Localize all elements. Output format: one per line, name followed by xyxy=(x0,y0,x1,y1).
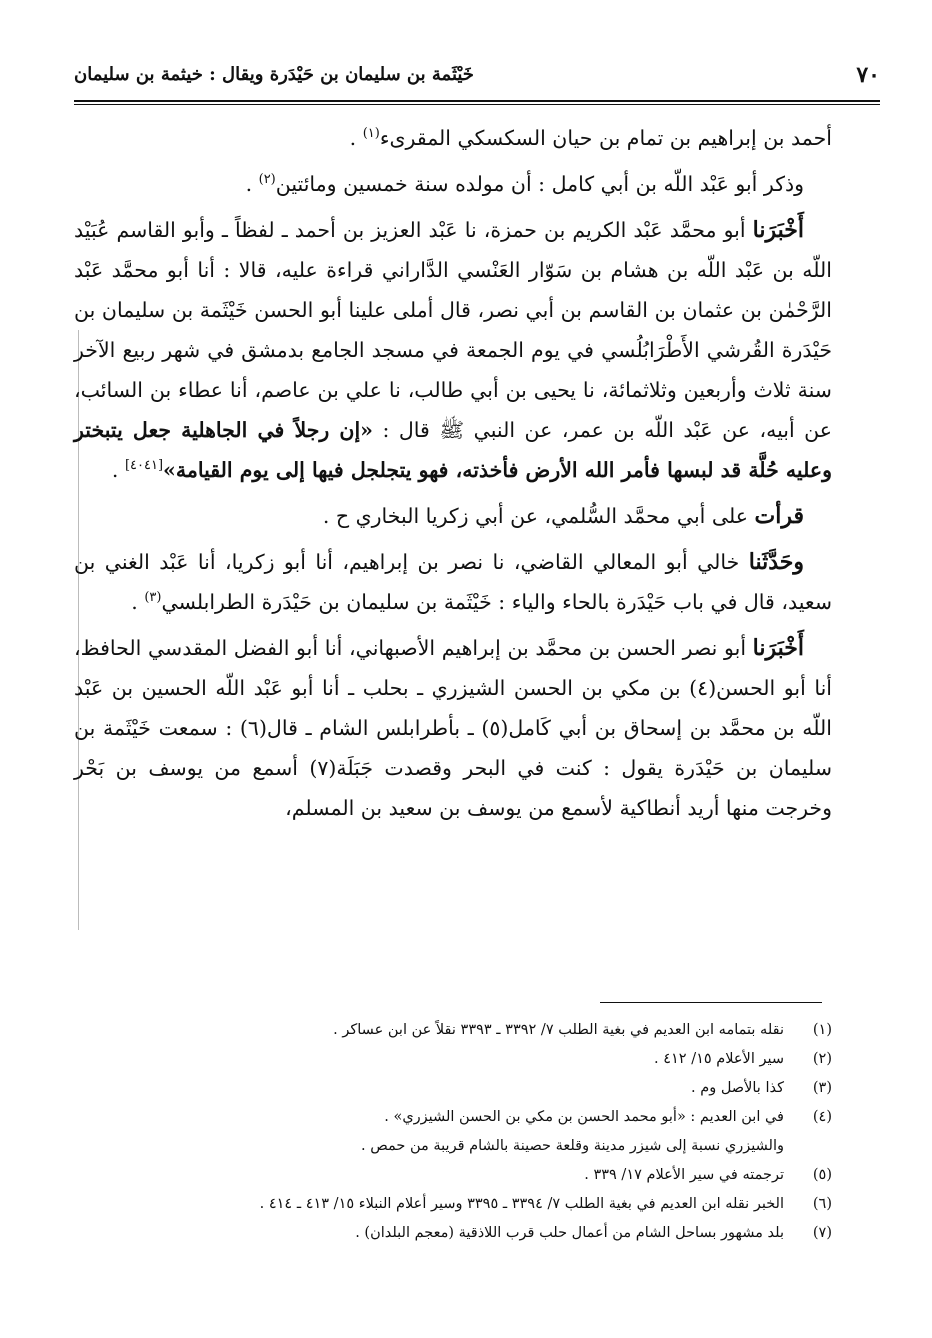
paragraph-text: أبو محمَّد عَبْد الكريم بن حمزة، نا عَبْد العزيز بن أحمد ـ لفظاً ـ وأبو القاسم عُبَيْد اللّه بن عَبْد اللّه بن هشام بن سَوّار العَنْسي الدَّاراني قراءة عليه، قالا : أنا أبو محمَّد عَبْد الرَّحْمٰن بن عثمان بن القاسم بن أبي نصر، قال أملى علينا أبو الحسن خَيْثَمة بن سليمان بن حَيْدَرة القُرشي الأَطْرَابُلُسي في يوم الجمعة في مسجد الجامع بدمشق في شهر ربيع الآخر سنة ثلاث وأربعين وثلاثمائة، نا يحيى بن أبي طالب، نا علي بن عاصم، أنا عطاء بن السائب، عن أبيه، عن عَبْد اللّه بن عمر، عن النبي ﷺ قال : xyxy=(74,218,833,442)
footnote-number: (٤) xyxy=(812,1109,832,1125)
footnote-text: سير الأعلام ١٥/ ٤١٢ . xyxy=(654,1051,784,1067)
hadith-number: [٤٠٤١] xyxy=(124,458,164,474)
footnote-number: (١) xyxy=(812,1022,832,1038)
paragraph xyxy=(74,164,832,204)
footnote-separator xyxy=(600,1002,822,1003)
paragraph-text: أحمد بن إبراهيم بن تمام بن حيان السكسكي المقرىء xyxy=(379,126,832,150)
paragraph-lead: وحَدَّثَنا xyxy=(748,549,804,575)
header-rule-thin xyxy=(74,104,880,105)
paragraph-tail: . xyxy=(111,458,125,482)
footnote xyxy=(118,1190,832,1219)
footnote-text: في ابن العديم : «أبو محمد الحسن بن مكي بن الحسن الشيزري» . xyxy=(384,1109,784,1125)
paragraph-text: على أبي محمَّد السُّلمي، عن أبي زكريا البخاري ح . xyxy=(322,504,755,528)
footnote xyxy=(118,1161,832,1190)
paragraph-lead: قرأت xyxy=(754,503,804,529)
paragraph-text: خالي أبو المعالي القاضي، نا نصر بن إبراهيم، أنا أبو زكريا، أنا عَبْد الغني بن سعيد، قال في باب حَيْدَرة بالحاء والياء : خَيْثَمة بن سليمان بن حَيْدَرة الطرابلسي xyxy=(74,550,832,614)
footnote xyxy=(118,1074,832,1103)
footnote-number: (٦) xyxy=(812,1196,832,1212)
footnote-number xyxy=(784,1132,832,1161)
main-text xyxy=(74,118,832,834)
running-title: خَيْثَمة بن سليمان بن حَيْدَرة ويقال : خيثمة بن سليمان xyxy=(74,64,474,85)
paragraph-tail: . xyxy=(349,126,363,150)
paragraph-tail: . xyxy=(245,172,259,196)
footnote-text: الخبر نقله ابن العديم في بغية الطلب ٧/ ٣٣٩٤ ـ ٣٣٩٥ وسير أعلام النبلاء ١٥/ ٤١٣ ـ ٤١٤ . xyxy=(259,1196,784,1212)
paragraph xyxy=(74,542,832,622)
paragraph xyxy=(74,118,832,158)
footnote xyxy=(118,1045,832,1074)
footnote-number: (٥) xyxy=(812,1167,832,1183)
page-header xyxy=(74,62,880,98)
paragraph-tail: . xyxy=(131,590,145,614)
footnote-text: نقله بتمامه ابن العديم في بغية الطلب ٧/ ٣٣٩٢ ـ ٣٣٩٣ نقلاً عن ابن عساكر . xyxy=(333,1022,784,1038)
paragraph xyxy=(74,496,832,536)
page-number: ٧٠ xyxy=(856,62,880,88)
footnote-continuation xyxy=(118,1132,832,1161)
footnote-number: (٧) xyxy=(812,1225,832,1241)
footnote-number: (٣) xyxy=(812,1080,832,1096)
paragraph-text: أبو نصر الحسن بن محمَّد بن إبراهيم الأصبهاني، أنا أبو الفضل المقدسي الحافظ، أنا أبو الحسن(٤) بن مكي بن الحسن الشيزري ـ بحلب ـ أنا أبو عَبْد اللّه الحسين بن عَبْد اللّه بن محمَّد بن إسحاق بن أبي كَامل(٥) ـ بأطرابلس الشام ـ قال(٦) : سمعت خَيْثَمة بن سليمان بن حَيْدَرة يقول : كنت في البحر وقصدت جَبَلَة(٧) أسمع من يوسف بن بَحْر وخرجت منها أريد أنطاكية لأسمع من يوسف بن سعيد بن المسلم، xyxy=(74,636,832,820)
footnote-text: والشيزري نسبة إلى شيزر مدينة وقلعة حصينة بالشام قريبة من حمص . xyxy=(361,1138,784,1154)
footnote-ref: (٣) xyxy=(144,590,162,606)
paragraph-text: وذكر أبو عَبْد اللّه بن أبي كامل : أن مولده سنة خمسين ومائتين xyxy=(275,172,804,196)
header-rule xyxy=(74,100,880,102)
footnote-text: كذا بالأصل وم . xyxy=(691,1080,784,1096)
footnote xyxy=(118,1219,832,1248)
footnote xyxy=(118,1016,832,1045)
paragraph xyxy=(74,210,832,490)
footnote-text: بلد مشهور بساحل الشام من أعمال حلب قرب اللاذقية (معجم البلدان) . xyxy=(355,1225,784,1241)
footnote-text: ترجمته في سير الأعلام ١٧/ ٣٣٩ . xyxy=(584,1167,784,1183)
footnotes xyxy=(118,1016,832,1248)
paragraph-lead: أَخْبَرَنا xyxy=(752,635,804,661)
footnote xyxy=(118,1103,832,1132)
hadith-text: «إن رجلاً في الجاهلية جعل يتبختر وعليه حُلَّة قد لبسها فأمر الله الأرض فأخذته، فهو يتجلجل فيها إلى يوم القيامة» xyxy=(74,418,832,482)
footnote-number: (٢) xyxy=(812,1051,832,1067)
footnote-ref: (٢) xyxy=(258,172,276,188)
footnote-ref: (١) xyxy=(362,126,380,142)
paragraph xyxy=(74,628,832,828)
paragraph-lead: أَخْبَرَنا xyxy=(752,217,804,243)
